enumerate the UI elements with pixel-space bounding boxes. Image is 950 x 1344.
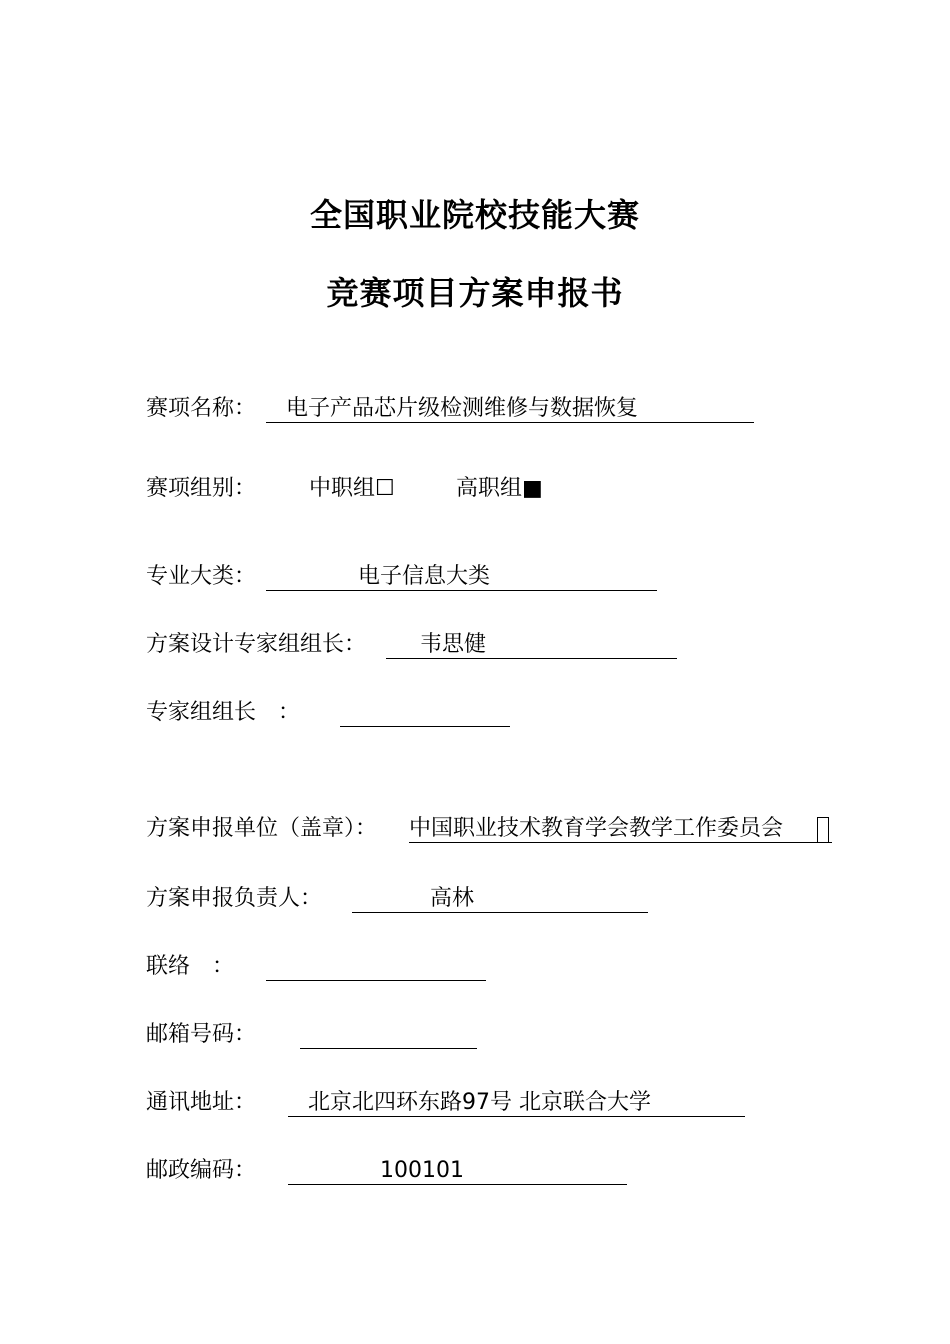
event-name-value: 电子产品芯片级检测维修与数据恢复	[286, 396, 639, 421]
applicant-unit-field[interactable]	[409, 813, 832, 843]
address-label: 通讯地址：	[146, 1090, 257, 1115]
higher-group-option[interactable]: 高职组■	[456, 476, 543, 501]
design-leader-value: 韦思健	[420, 632, 487, 657]
applicant-unit-value: 中国职业技术教育学会教学工作委员会	[409, 816, 784, 841]
applicant-person-value: 高林	[430, 886, 475, 911]
text-cursor-box	[817, 817, 829, 843]
major-category-field[interactable]	[266, 561, 657, 591]
contact-label: 联络 ：	[146, 954, 235, 979]
secondary-group-option[interactable]: 中职组☐	[309, 476, 395, 501]
design-leader-field[interactable]	[386, 629, 677, 659]
contact-field[interactable]	[266, 951, 486, 981]
postcode-field[interactable]	[288, 1155, 627, 1185]
design-leader-label: 方案设计专家组组长：	[146, 632, 367, 657]
email-label: 邮箱号码：	[146, 1022, 257, 1047]
applicant-person-field[interactable]	[352, 883, 648, 913]
postcode-value: 100101	[380, 1158, 464, 1183]
applicant-person-label: 方案申报负责人：	[146, 886, 323, 911]
expert-leader-field[interactable]	[340, 697, 510, 727]
document-subtitle: 竞赛项目方案申报书	[326, 274, 624, 312]
event-group-label: 赛项组别：	[146, 476, 257, 501]
postcode-label: 邮政编码：	[146, 1158, 257, 1183]
applicant-unit-label: 方案申报单位（盖章）：	[146, 816, 378, 841]
event-name-field[interactable]	[266, 393, 754, 423]
event-name-label: 赛项名称：	[146, 396, 257, 421]
major-category-value: 电子信息大类	[358, 564, 491, 589]
major-category-label: 专业大类：	[146, 564, 257, 589]
email-field[interactable]	[300, 1019, 477, 1049]
expert-leader-label: 专家组组长 ：	[146, 700, 301, 725]
document-title: 全国职业院校技能大赛	[309, 196, 640, 234]
address-value: 北京北四环东路97号 北京联合大学	[308, 1090, 651, 1115]
address-field[interactable]	[288, 1087, 745, 1117]
